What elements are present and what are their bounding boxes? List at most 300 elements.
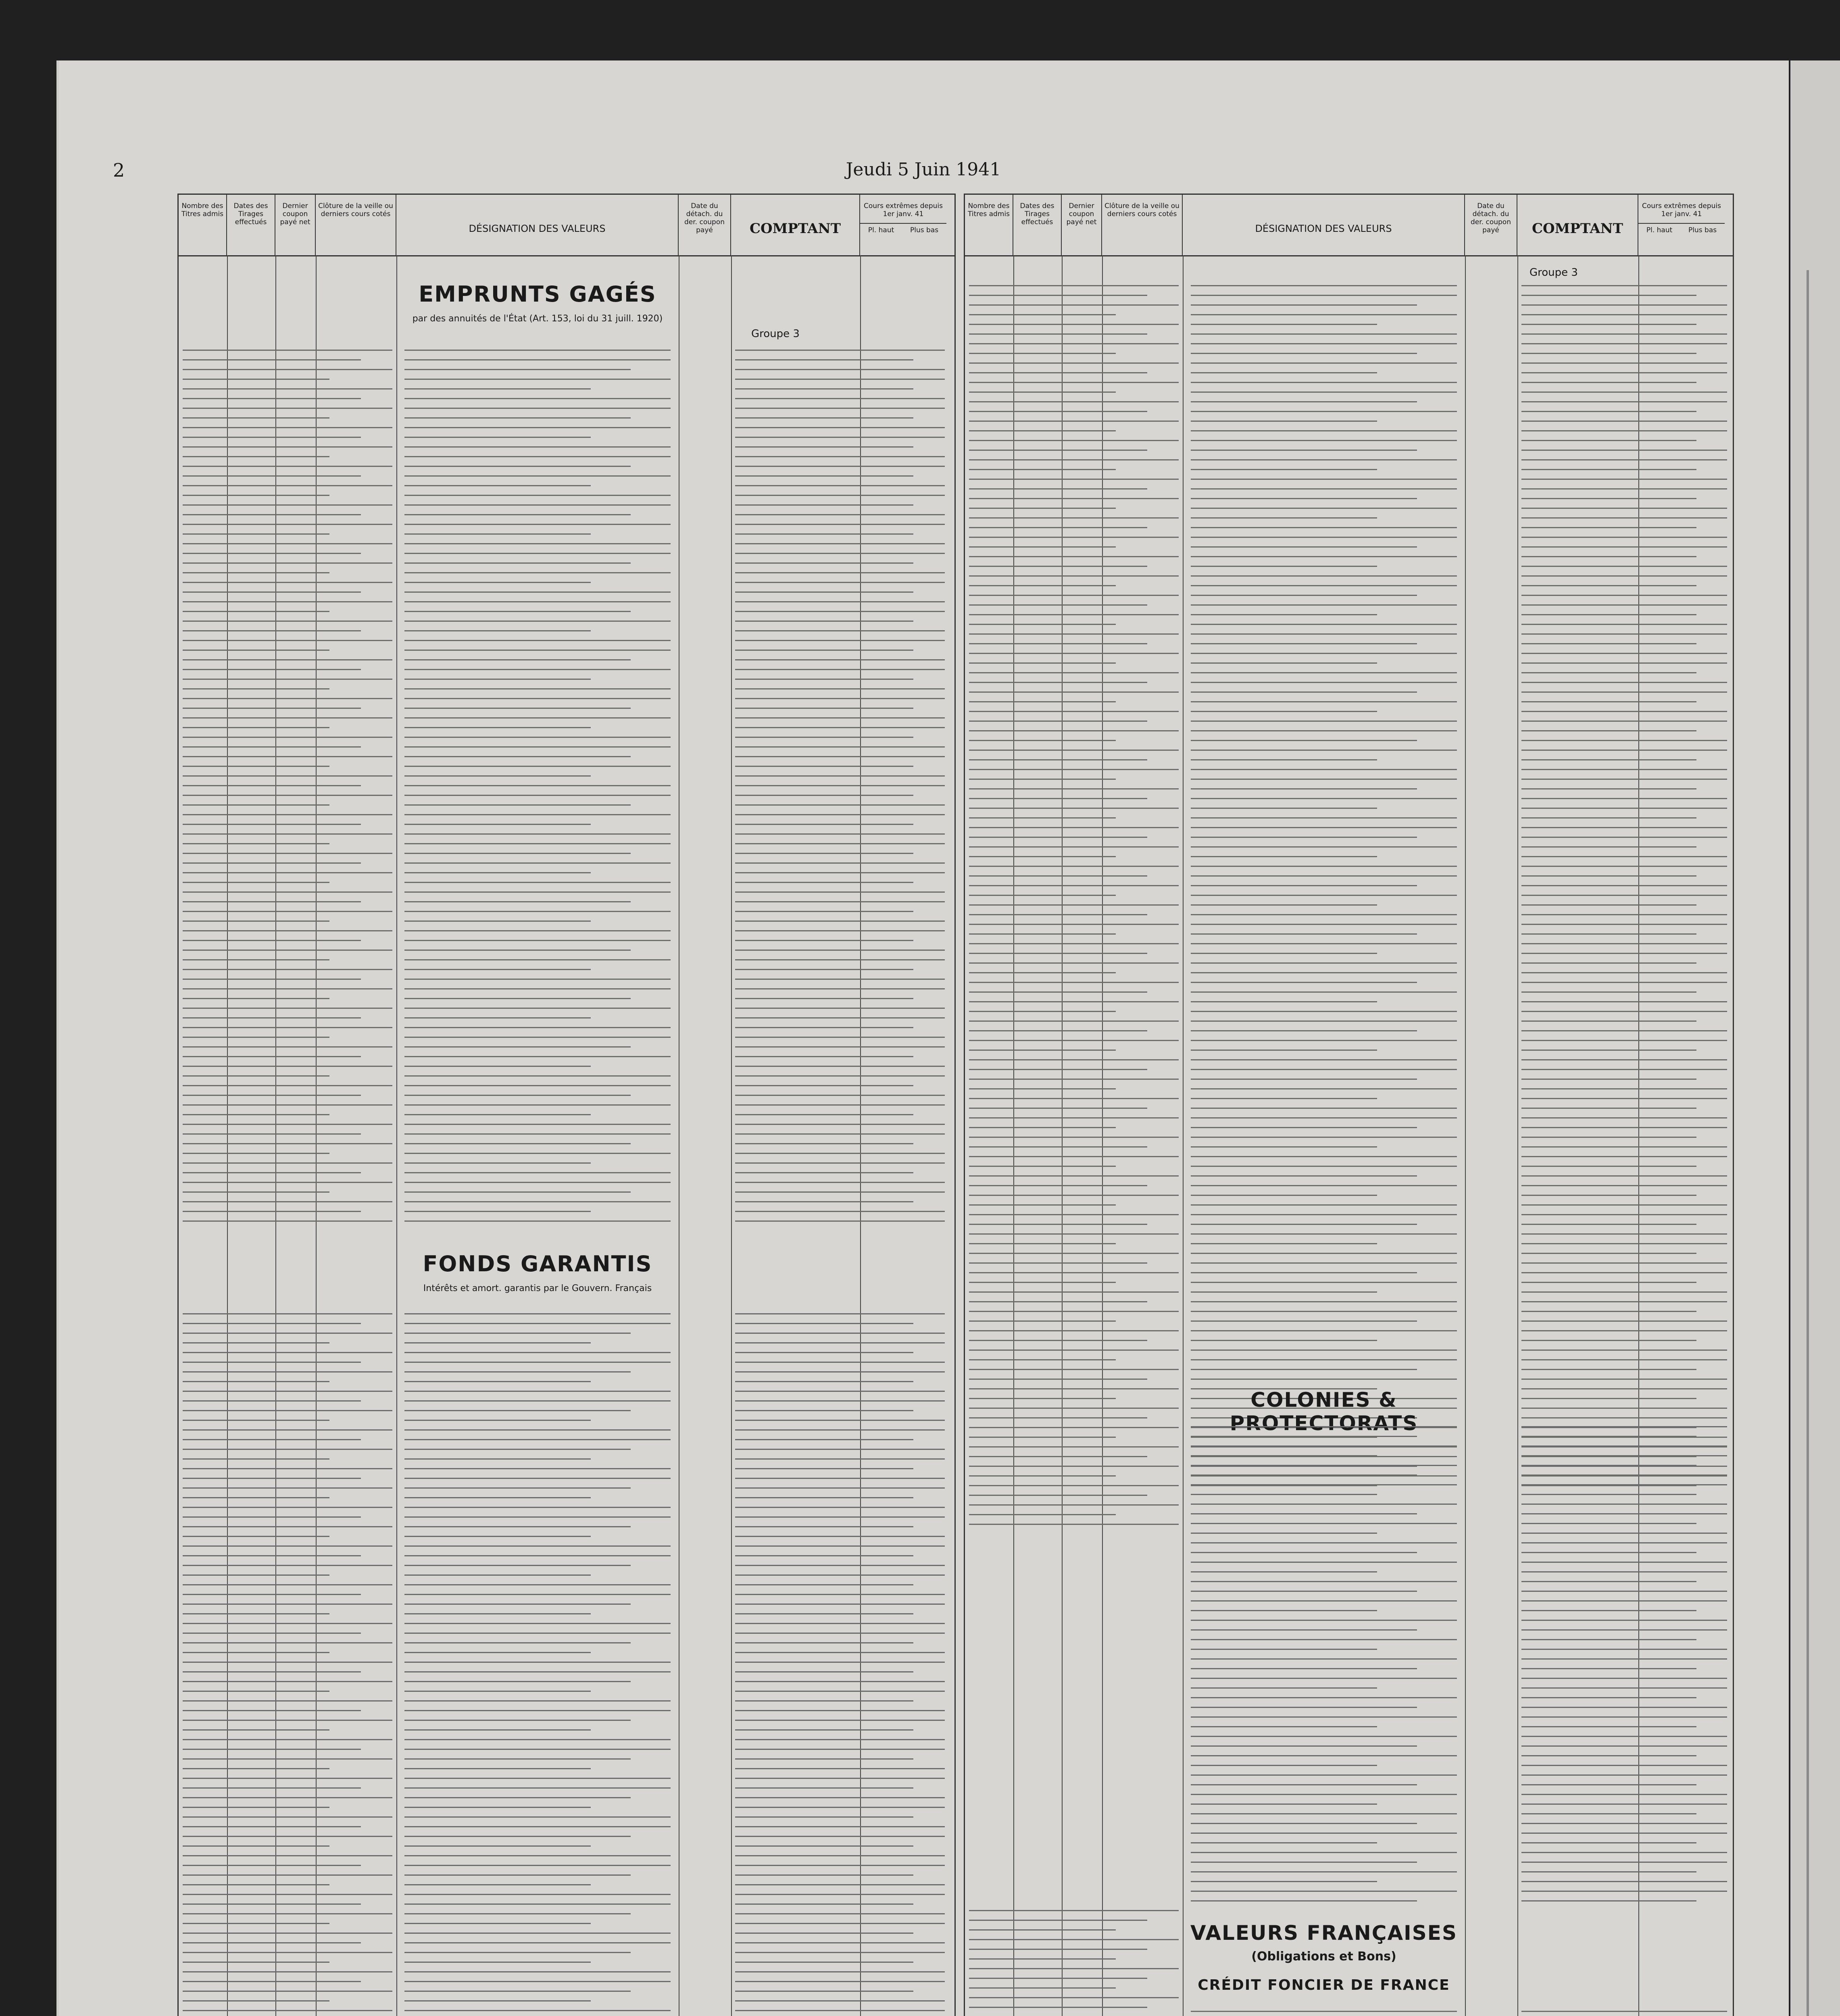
text-line <box>735 1859 945 1866</box>
text-line <box>404 779 671 786</box>
text-line <box>183 1927 392 1934</box>
text-line <box>404 1346 671 1353</box>
text-line <box>183 876 329 883</box>
text-line <box>735 789 913 796</box>
text-line <box>183 2014 361 2016</box>
text-line <box>183 1569 329 1576</box>
text-line <box>1521 1430 1696 1437</box>
text-line <box>404 1646 591 1653</box>
text-line <box>1521 1624 1727 1631</box>
text-line <box>183 1346 392 1353</box>
text-line <box>735 1395 945 1402</box>
text-line <box>1191 1257 1457 1264</box>
text-line <box>404 683 671 689</box>
text-line <box>404 1888 671 1895</box>
text-line <box>1191 1895 1417 1901</box>
text-line <box>404 470 671 477</box>
text-line <box>735 1753 913 1760</box>
text-line <box>969 715 1147 722</box>
header-comptant: COMPTANT <box>731 195 860 255</box>
text-line <box>183 1520 392 1527</box>
text-line <box>404 566 671 573</box>
text-line <box>404 915 591 922</box>
text-line <box>969 454 1179 460</box>
text-line <box>735 983 945 989</box>
page-number: 2 <box>113 159 125 181</box>
text-line <box>969 541 1116 548</box>
text-line <box>1191 1373 1457 1380</box>
text-line <box>183 1830 392 1837</box>
text-line <box>1191 1266 1417 1273</box>
header-date-detach: Date du détach. du der. coupon payé <box>1465 195 1517 255</box>
text-line <box>735 866 945 873</box>
text-line <box>1191 1092 1377 1099</box>
text-line <box>183 1205 361 1212</box>
text-line <box>735 1588 945 1595</box>
text-line <box>969 1383 1179 1389</box>
text-line <box>183 344 392 351</box>
text-line <box>404 925 671 931</box>
text-line <box>735 857 945 864</box>
text-line <box>1191 976 1417 983</box>
text-line <box>1191 986 1457 993</box>
text-line <box>183 1530 329 1537</box>
text-line <box>1521 783 1696 789</box>
section-emprunts-gages-subtitle: par des annuités de l'État (Art. 153, loi du 31 juill. 1920) <box>412 314 663 324</box>
text-line <box>735 1801 945 1808</box>
text-line <box>969 289 1147 296</box>
text-line <box>404 1937 671 1943</box>
text-line <box>735 1772 945 1779</box>
text-line <box>735 1782 913 1789</box>
text-line <box>735 1927 913 1934</box>
text-line <box>1191 1025 1417 1031</box>
text-line <box>183 1685 329 1692</box>
text-line <box>1521 1895 1696 1901</box>
text-line <box>969 1315 1116 1322</box>
text-line <box>404 373 671 380</box>
text-line <box>969 1450 1147 1457</box>
text-line <box>1191 850 1377 857</box>
text-line <box>183 557 392 564</box>
text-line <box>735 1482 945 1489</box>
text-line <box>735 1995 945 2001</box>
text-line <box>1191 1363 1417 1370</box>
text-line <box>404 1849 671 1856</box>
text-line <box>969 308 1116 315</box>
text-line <box>404 1791 631 1798</box>
text-line <box>183 1137 392 1144</box>
text-line <box>183 721 329 728</box>
text-line <box>183 1317 361 1324</box>
text-line <box>969 531 1179 538</box>
text-line <box>735 1337 945 1343</box>
text-line <box>1191 454 1457 460</box>
text-line <box>404 1656 671 1663</box>
text-line <box>969 763 1179 770</box>
text-line <box>1191 1837 1377 1843</box>
text-line <box>183 1762 329 1769</box>
text-line <box>969 1015 1179 1022</box>
text-line <box>404 1830 631 1837</box>
text-line <box>183 566 329 573</box>
text-line <box>1521 1015 1696 1022</box>
text-line <box>969 831 1147 838</box>
text-line <box>183 625 361 631</box>
text-line <box>735 1186 945 1193</box>
text-line <box>735 2014 913 2016</box>
text-line <box>404 1666 671 1672</box>
text-line <box>1521 1498 1727 1505</box>
text-line <box>183 886 392 893</box>
text-line <box>735 1869 913 1876</box>
text-line <box>969 1092 1179 1099</box>
text-line <box>1191 879 1417 886</box>
text-line <box>969 1334 1147 1341</box>
text-line <box>404 1927 671 1934</box>
text-line <box>404 963 591 970</box>
text-line <box>735 460 945 467</box>
text-line <box>1521 831 1727 838</box>
text-line <box>1521 870 1696 877</box>
text-line <box>1191 521 1457 528</box>
text-line <box>404 1031 671 1038</box>
text-line <box>183 605 329 612</box>
text-line <box>1191 763 1457 770</box>
text-line <box>1521 1643 1727 1650</box>
text-line <box>1521 1150 1727 1157</box>
text-line <box>1191 1604 1377 1611</box>
text-line <box>404 1782 671 1789</box>
text-line <box>1191 1585 1417 1592</box>
text-line <box>183 1118 392 1125</box>
text-line <box>183 799 329 806</box>
text-line <box>969 1305 1179 1312</box>
text-line <box>404 576 591 583</box>
text-line <box>404 1443 631 1450</box>
text-line <box>1191 2005 1457 2012</box>
text-line <box>183 1215 392 1222</box>
text-line <box>1191 628 1457 635</box>
text-line <box>404 1975 671 1982</box>
text-line <box>183 1099 392 1106</box>
text-line <box>1191 1827 1457 1834</box>
text-line <box>969 512 1179 519</box>
text-line <box>1191 1276 1457 1283</box>
text-line <box>1521 754 1696 760</box>
text-line <box>735 1520 913 1527</box>
text-line <box>1521 1856 1727 1863</box>
text-line <box>404 518 671 525</box>
text-line <box>969 1112 1179 1118</box>
text-line <box>735 954 945 960</box>
text-line <box>1521 773 1727 780</box>
text-line <box>1521 966 1727 973</box>
text-line <box>1521 1228 1727 1235</box>
text-line <box>735 973 945 980</box>
text-line <box>1191 444 1417 451</box>
text-line <box>969 908 1147 915</box>
text-line <box>1521 1295 1727 1302</box>
text-line <box>183 896 361 902</box>
text-line <box>969 1295 1147 1302</box>
text-line <box>969 1421 1179 1428</box>
text-line <box>969 425 1116 431</box>
text-line <box>969 928 1116 935</box>
text-line <box>183 1385 392 1392</box>
text-line <box>1191 1682 1377 1689</box>
text-line <box>1191 1740 1417 1747</box>
text-line <box>1521 2005 1727 2012</box>
text-line <box>1521 744 1727 751</box>
text-line <box>404 460 631 467</box>
text-line <box>1191 512 1377 519</box>
text-line <box>969 434 1179 441</box>
text-line <box>1521 1218 1696 1225</box>
header-date-detach: Date du détach. du der. coupon payé <box>679 195 731 255</box>
text-line <box>1521 637 1696 644</box>
text-line <box>1521 1459 1696 1466</box>
text-line <box>1191 279 1457 286</box>
text-line <box>735 1820 945 1827</box>
text-line <box>735 1346 913 1353</box>
text-line <box>404 1395 671 1402</box>
text-line <box>1521 1633 1696 1640</box>
text-line <box>969 1528 1147 1529</box>
text-line <box>735 1118 945 1125</box>
text-line <box>969 744 1179 751</box>
text-line <box>404 383 591 389</box>
text-line <box>1521 1276 1696 1283</box>
header-cours-sub <box>1638 223 1725 234</box>
text-line <box>735 1215 945 1222</box>
right-prices-a <box>1521 279 1727 1489</box>
text-line <box>969 357 1179 364</box>
text-line <box>404 1186 631 1193</box>
text-line <box>735 1946 945 1953</box>
text-line <box>1521 531 1727 538</box>
text-line <box>1521 1170 1727 1177</box>
text-line <box>183 1366 392 1372</box>
text-line <box>735 1453 945 1460</box>
text-line <box>1191 889 1457 896</box>
text-line <box>404 1811 671 1818</box>
text-line <box>1191 647 1457 654</box>
text-line <box>1191 570 1457 577</box>
text-line <box>183 460 392 467</box>
text-line <box>1191 1779 1417 1785</box>
text-line <box>735 1791 945 1798</box>
text-line <box>1521 1730 1727 1737</box>
text-line <box>183 479 392 486</box>
text-line <box>735 1157 945 1164</box>
text-line <box>969 1933 1179 1940</box>
text-line <box>1521 647 1727 654</box>
text-line <box>404 450 671 457</box>
text-line <box>735 1375 913 1382</box>
text-line <box>735 1176 945 1183</box>
text-line <box>1191 1237 1377 1244</box>
text-line <box>1191 492 1417 499</box>
header-nombre: Nombre des Titres admis <box>179 195 227 255</box>
text-line <box>735 421 945 428</box>
text-line <box>183 1002 392 1009</box>
text-line <box>969 1962 1179 1969</box>
text-line <box>1191 1305 1457 1312</box>
text-line <box>1191 725 1457 731</box>
text-line <box>404 344 671 351</box>
text-line <box>969 1073 1179 1080</box>
text-line <box>404 741 671 748</box>
text-line <box>1521 676 1727 683</box>
text-line <box>1521 1237 1727 1244</box>
text-line <box>404 1147 671 1154</box>
text-line <box>183 1031 329 1038</box>
text-line <box>735 499 913 506</box>
text-line <box>1521 850 1727 857</box>
text-line <box>1191 1121 1417 1128</box>
text-line <box>969 502 1116 509</box>
text-line <box>1521 1585 1727 1592</box>
text-line <box>969 947 1147 954</box>
text-line <box>404 1462 671 1469</box>
text-line <box>1521 1208 1727 1215</box>
text-line <box>183 973 361 980</box>
right-numeric-columns-b <box>969 1904 1179 2016</box>
text-line <box>1191 1179 1457 1186</box>
text-line <box>183 1089 361 1096</box>
text-line <box>1191 1430 1417 1437</box>
text-line <box>735 1569 945 1576</box>
text-line <box>1521 444 1727 451</box>
text-line <box>183 576 392 583</box>
text-line <box>1521 618 1727 625</box>
text-line <box>1191 579 1457 586</box>
text-line <box>404 934 671 941</box>
text-line <box>735 1012 945 1018</box>
text-line <box>1521 1566 1727 1572</box>
text-line <box>969 589 1179 596</box>
text-line <box>1521 1034 1727 1041</box>
text-line <box>969 1034 1179 1041</box>
text-line <box>1521 289 1696 296</box>
text-line <box>183 1070 329 1077</box>
text-line <box>183 1908 392 1914</box>
text-line <box>1191 1875 1377 1882</box>
text-line <box>1521 386 1727 393</box>
text-line <box>1521 821 1727 828</box>
text-line <box>969 783 1179 789</box>
text-line <box>183 663 361 670</box>
text-line <box>1191 908 1457 915</box>
text-line <box>1191 666 1457 673</box>
text-line <box>1521 1469 1727 1476</box>
text-line <box>969 1460 1179 1467</box>
text-line <box>1191 1808 1457 1814</box>
text-line <box>1521 502 1727 509</box>
text-line <box>404 1946 631 1953</box>
text-line <box>969 1354 1116 1360</box>
text-line <box>735 1849 945 1856</box>
text-line <box>183 634 392 641</box>
text-line <box>1521 1846 1727 1853</box>
text-line <box>404 896 631 902</box>
text-line <box>1191 1527 1377 1534</box>
text-line <box>1521 1131 1696 1138</box>
text-line <box>1521 1711 1727 1718</box>
text-line <box>1521 1488 1696 1495</box>
text-line <box>404 731 671 738</box>
text-line <box>183 1820 361 1827</box>
text-line <box>404 1859 671 1866</box>
text-line <box>1521 1102 1696 1109</box>
text-line <box>735 770 945 777</box>
text-line <box>183 1166 361 1173</box>
text-line <box>735 1675 945 1682</box>
text-line <box>183 1888 392 1895</box>
text-line <box>735 1549 913 1556</box>
text-line <box>404 1753 631 1760</box>
text-line <box>735 1608 913 1614</box>
text-line <box>969 1518 1179 1525</box>
text-line <box>183 731 392 738</box>
text-line <box>1191 637 1417 644</box>
text-line <box>1521 608 1696 615</box>
text-line <box>1191 1546 1417 1553</box>
text-line <box>969 870 1147 877</box>
text-line <box>969 976 1179 983</box>
text-line <box>404 1482 631 1489</box>
text-line <box>969 1402 1179 1409</box>
text-line <box>735 1404 913 1411</box>
text-line <box>183 1772 392 1779</box>
text-line <box>735 1041 945 1048</box>
text-line <box>735 383 913 389</box>
text-line <box>735 1195 913 1202</box>
header-cours-sub <box>860 223 946 234</box>
text-line <box>735 702 913 709</box>
text-line <box>1521 1788 1727 1795</box>
text-line <box>1191 1595 1457 1602</box>
text-line <box>404 1433 671 1440</box>
text-line <box>183 1956 329 1963</box>
text-line <box>183 1849 392 1856</box>
text-line <box>183 1646 329 1653</box>
text-line <box>404 847 631 854</box>
text-line <box>404 1917 591 1924</box>
text-line <box>1191 1846 1457 1853</box>
text-line <box>183 683 329 689</box>
text-line <box>1191 1295 1457 1302</box>
text-line <box>1521 1286 1727 1293</box>
text-line <box>969 1924 1116 1931</box>
text-line <box>404 354 671 360</box>
text-line <box>735 1637 913 1643</box>
text-line <box>183 1060 392 1067</box>
text-line <box>183 431 361 438</box>
text-line <box>1191 1083 1457 1089</box>
text-line <box>735 586 913 593</box>
text-line <box>969 386 1116 393</box>
text-line <box>969 1479 1179 1486</box>
text-line <box>735 1462 913 1469</box>
text-line <box>404 857 671 864</box>
text-line <box>969 1141 1147 1148</box>
text-line <box>969 802 1179 809</box>
text-line <box>735 1908 945 1914</box>
text-line <box>1521 1866 1696 1872</box>
text-line <box>969 792 1147 799</box>
